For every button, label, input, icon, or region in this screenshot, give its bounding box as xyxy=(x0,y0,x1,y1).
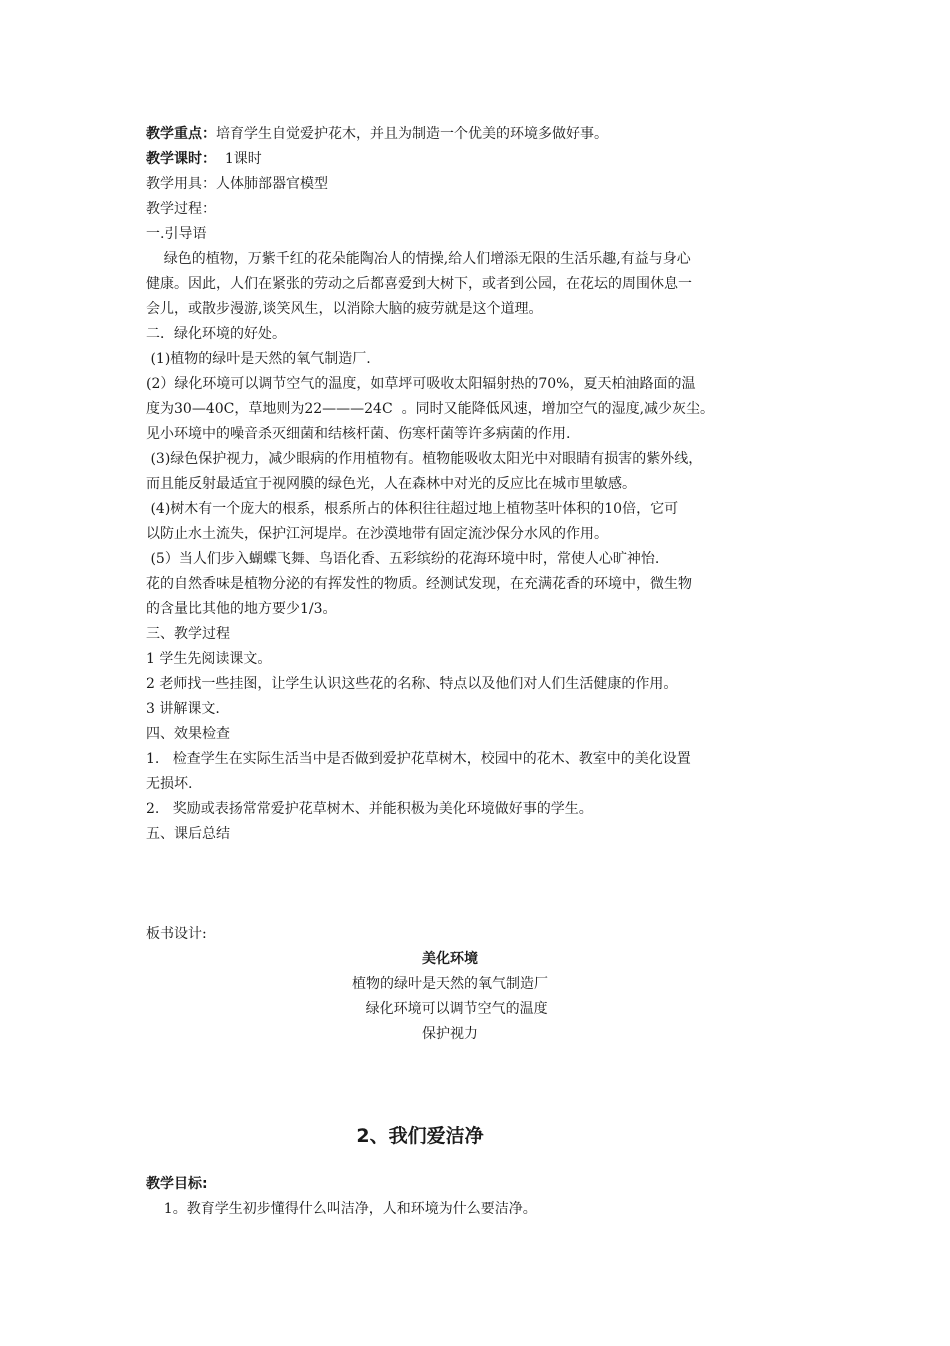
focus-text: 培育学生自觉爱护花木，并且为制造一个优美的环境多做好事。 xyxy=(216,126,608,142)
board-label: 板书设计: xyxy=(146,926,207,942)
benefit-line: (2）绿化环境可以调节空气的温度，如草坪可吸收太阳辐射热的70%，夏天柏油路面的温 xyxy=(146,376,696,392)
check-line: 1. 检查学生在实际生活当中是否做到爱护花草树木，校园中的花木、教室中的美化设置 xyxy=(146,751,691,767)
intro-line: 健康。因此，人们在紧张的劳动之后都喜爱到大树下，或者到公园，在花坛的周围休息一 xyxy=(146,276,692,292)
goals-label: 教学目标: xyxy=(146,1176,208,1192)
intro-line: 绿色的植物，万紫千红的花朵能陶冶人的情操,给人们增添无限的生活乐趣,有益与身心 xyxy=(146,251,691,267)
step-line: 1 学生先阅读课文。 xyxy=(146,651,272,667)
board-line: 保护视力 xyxy=(422,1026,478,1042)
hours-text: 1课时 xyxy=(216,151,262,167)
benefit-line: (4)树木有一个庞大的根系，根系所占的体积往往超过地上植物茎叶体积的10倍，它可 xyxy=(146,501,679,517)
lesson2-title: 2、我们爱洁净 xyxy=(356,1125,484,1147)
step-line: 2 老师找一些挂图，让学生认识这些花的名称、特点以及他们对人们生活健康的作用。 xyxy=(146,676,678,692)
teaching-focus xyxy=(146,122,816,147)
section1-title: 一.引导语 xyxy=(146,226,207,242)
focus-label: 教学重点： xyxy=(146,126,216,142)
benefit-line: 度为30—40C，草地则为22———24C 。同时又能降低风速，增加空气的湿度,减少灰尘。 xyxy=(146,401,715,417)
benefit-line: (1)植物的绿叶是天然的氧气制造厂. xyxy=(146,351,371,367)
process-heading: 教学过程： xyxy=(146,201,216,217)
check-line: 2. 奖励或表扬常常爱护花草树木、并能积极为美化环境做好事的学生。 xyxy=(146,801,593,817)
board-title: 美化环境 xyxy=(422,951,478,967)
benefit-line: 的含量比其他的地方要少1/3。 xyxy=(146,601,337,617)
section4-title: 四、效果检查 xyxy=(146,726,230,742)
benefit-line: 而且能反射最适宜于视网膜的绿色光，人在森林中对光的反应比在城市里敏感。 xyxy=(146,476,636,492)
teaching-tools: 教学用具：人体肺部器官模型 xyxy=(146,176,328,192)
hours-label: 教学课时： xyxy=(146,151,216,167)
benefit-line: 花的自然香味是植物分泌的有挥发性的物质。经测试发现，在充满花香的环境中，微生物 xyxy=(146,576,692,592)
section2-title: 二．绿化环境的好处。 xyxy=(146,326,286,342)
intro-line: 会儿，或散步漫游,谈笑风生，以消除大脑的疲劳就是这个道理。 xyxy=(146,301,543,317)
board-line: 绿化环境可以调节空气的温度 xyxy=(352,1001,548,1017)
step-line: 3 讲解课文. xyxy=(146,701,220,717)
board-line: 植物的绿叶是天然的氧气制造厂 xyxy=(352,976,548,992)
benefit-line: (5）当人们步入蝴蝶飞舞、鸟语化香、五彩缤纷的花海环境中时，常使人心旷神怡. xyxy=(146,551,660,567)
goal-line: 1。教育学生初步懂得什么叫洁净，人和环境为什么要洁净。 xyxy=(146,1201,537,1217)
check-line: 无损坏. xyxy=(146,776,193,792)
benefit-line: 以防止水土流失，保护江河堤岸。在沙漠地带有固定流沙保分水风的作用。 xyxy=(146,526,608,542)
teaching-hours xyxy=(146,147,816,172)
benefit-line: 见小环境中的噪音杀灭细菌和结核杆菌、伤寒杆菌等许多病菌的作用. xyxy=(146,426,571,442)
section3-title: 三、教学过程 xyxy=(146,626,230,642)
section5-title: 五、课后总结 xyxy=(146,826,230,842)
benefit-line: (3)绿色保护视力，减少眼病的作用植物有。植物能吸收太阳光中对眼睛有损害的紫外线， xyxy=(146,451,703,467)
